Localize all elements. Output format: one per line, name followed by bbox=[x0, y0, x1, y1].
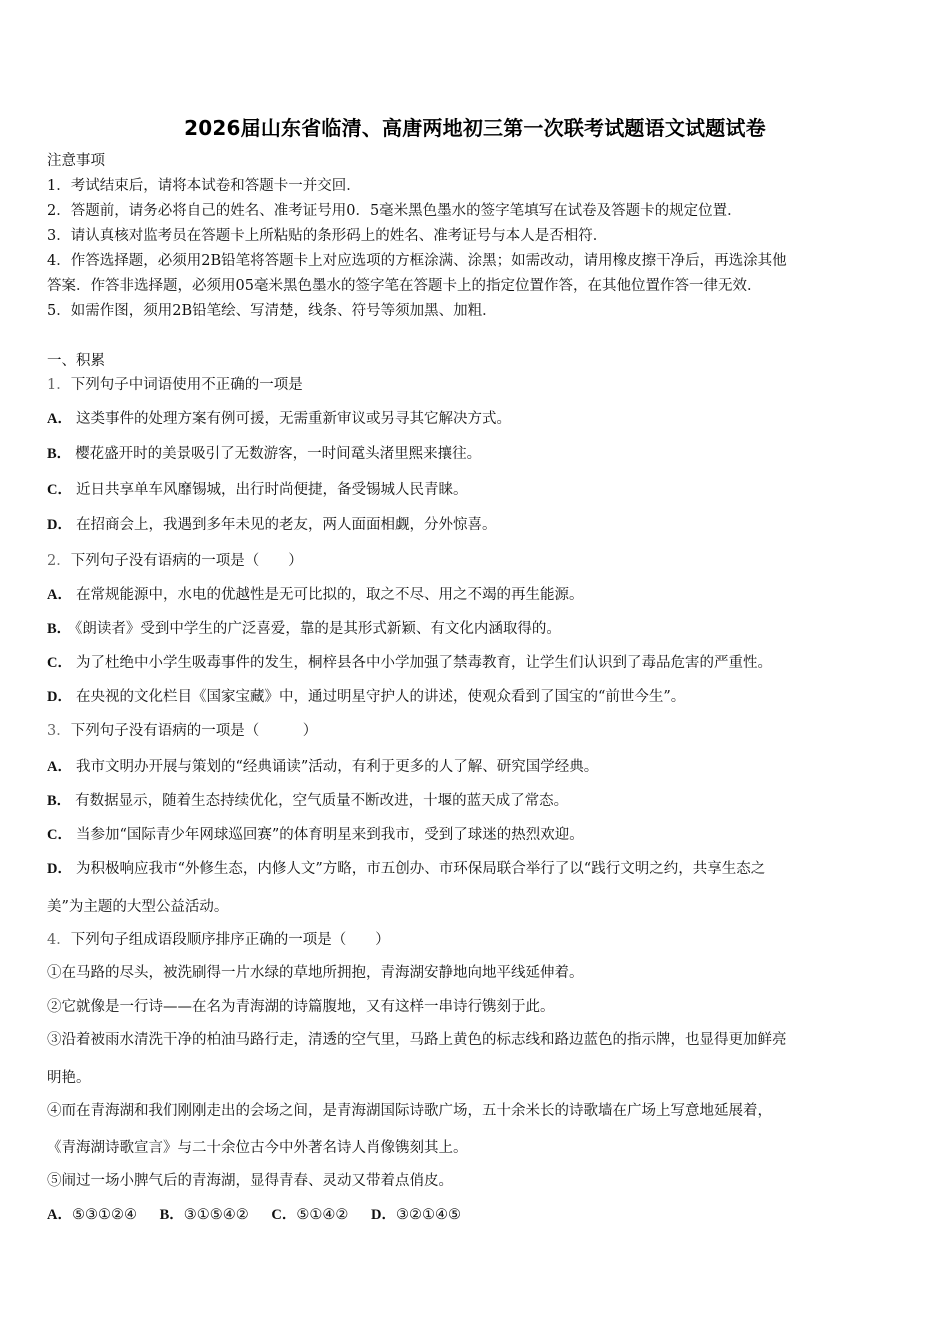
option-label: B． bbox=[47, 446, 72, 462]
question-4-sentence-3: ③沿着被雨水清洗干净的柏油马路行走，清透的空气里，马路上黄色的标志线和路边蓝色的指示牌，也显得更加鲜亮 bbox=[47, 1032, 787, 1048]
question-3-option-c bbox=[47, 825, 584, 845]
option-label: C． bbox=[47, 827, 72, 843]
question-number: 2． bbox=[47, 553, 71, 569]
notice-item-1: 1．考试结束后，请将本试卷和答题卡一并交回． bbox=[47, 178, 361, 194]
question-3-stem bbox=[47, 721, 317, 741]
option-label: C． bbox=[47, 655, 72, 671]
option-text: 有数据显示，随着生态持续优化，空气质量不断改进，十堰的蓝天成了常态。 bbox=[75, 793, 569, 809]
option-label: D． bbox=[47, 517, 72, 533]
option-label: A． bbox=[47, 1207, 72, 1223]
option-text: ⑤①④② bbox=[296, 1207, 349, 1223]
question-1-option-a bbox=[47, 409, 511, 429]
option-text: 这类事件的处理方案有例可援，无需重新审议或另寻其它解决方式。 bbox=[75, 411, 511, 427]
question-2-stem bbox=[47, 551, 303, 571]
question-text: 下列句子没有语病的一项是（ ） bbox=[70, 553, 303, 569]
option-label: B． bbox=[47, 621, 72, 637]
option-label: C． bbox=[271, 1207, 297, 1223]
notice-item-4-continued: 答案．作答非选择题，必须用05毫米黑色墨水的签字笔在答题卡上的指定位置作答，在其他位置作答一律无效． bbox=[47, 278, 762, 294]
question-text: 下列句子组成语段顺序排序正确的一项是（ ） bbox=[70, 932, 390, 948]
option-label: D． bbox=[47, 861, 72, 877]
question-text: 下列句子没有语病的一项是（ ） bbox=[70, 723, 318, 739]
option-text: 在招商会上，我遇到多年未见的老友，两人面面相觑，分外惊喜。 bbox=[75, 517, 497, 533]
answer-option-d bbox=[371, 1207, 461, 1223]
question-1-option-c bbox=[47, 480, 467, 500]
option-label: A． bbox=[47, 411, 72, 427]
option-label: B． bbox=[47, 793, 72, 809]
notice-item-2: 2．答题前，请务必将自己的姓名、准考证号用0．5毫米黑色墨水的签字笔填写在试卷及答题卡的规定位置． bbox=[47, 203, 742, 219]
option-text: 当参加“国际青少年网球巡回赛”的体育明星来到我市，受到了球迷的热烈欢迎。 bbox=[75, 827, 584, 843]
question-4-sentence-2: ②它就像是一行诗——在名为青海湖的诗篇腹地，又有这样一串诗行镌刻于此。 bbox=[47, 999, 555, 1015]
question-number: 4． bbox=[47, 932, 71, 948]
answer-option-a bbox=[47, 1207, 137, 1223]
notice-item-5: 5．如需作图，须用2B铅笔绘、写清楚，线条、符号等须加黑、加粗． bbox=[47, 303, 497, 319]
option-text: 为积极响应我市“外修生态，内修人文”方略，市五创办、市环保局联合举行了以“践行文明之约，共享生态之 bbox=[75, 861, 766, 877]
option-text: 在常规能源中，水电的优越性是无可比拟的，取之不尽、用之不竭的再生能源。 bbox=[75, 587, 584, 603]
question-1-stem bbox=[47, 375, 303, 395]
option-text: 樱花盛开时的美景吸引了无数游客，一时间鼋头渚里熙来攘往。 bbox=[75, 446, 482, 462]
option-label: D． bbox=[47, 689, 72, 705]
option-label: D． bbox=[370, 1207, 396, 1223]
option-text: ⑤③①②④ bbox=[71, 1207, 137, 1223]
question-2-option-a bbox=[47, 585, 583, 605]
question-3-option-d-continued: 美”为主题的大型公益活动。 bbox=[47, 899, 229, 915]
question-2-option-d bbox=[47, 687, 685, 707]
option-text: 《朗读者》受到中学生的广泛喜爱，靠的是其形式新颖、有文化内涵取得的。 bbox=[75, 621, 561, 637]
answer-option-b bbox=[160, 1207, 249, 1223]
option-label: C． bbox=[47, 482, 72, 498]
question-1-option-b bbox=[47, 444, 481, 464]
option-label: A． bbox=[47, 759, 72, 775]
question-number: 1． bbox=[47, 377, 71, 393]
question-4-sentence-1: ①在马路的尽头，被洗刷得一片水绿的草地所拥抱，青海湖安静地向地平线延伸着。 bbox=[47, 965, 584, 981]
question-4-sentence-4: ④而在青海湖和我们刚刚走出的会场之间，是青海湖国际诗歌广场，五十余米长的诗歌墙在广场上写意地延展着， bbox=[47, 1103, 772, 1119]
question-4-sentence-3-continued: 明艳。 bbox=[47, 1070, 91, 1086]
option-text: ③②①④⑤ bbox=[395, 1207, 461, 1223]
option-text: 为了杜绝中小学生吸毒事件的发生，桐梓县各中小学加强了禁毒教育，让学生们认识到了毒品危害的严重性。 bbox=[75, 655, 772, 671]
notice-heading: 注意事项 bbox=[47, 153, 105, 169]
question-number: 3． bbox=[47, 723, 71, 739]
option-label: B． bbox=[159, 1207, 184, 1223]
page-title: 2026届山东省临清、高唐两地初三第一次联考试题语文试题试卷 bbox=[184, 116, 766, 140]
option-text: 在央视的文化栏目《国家宝藏》中，通过明星守护人的讲述，使观众看到了国宝的“前世今生”。 bbox=[75, 689, 686, 705]
option-label: A． bbox=[47, 587, 72, 603]
notice-item-3: 3．请认真核对监考员在答题卡上所粘贴的条形码上的姓名、准考证号与本人是否相符． bbox=[47, 228, 608, 244]
option-text: 近日共享单车风靡锡城，出行时尚便捷，备受锡城人民青睐。 bbox=[75, 482, 468, 498]
question-3-option-b bbox=[47, 791, 568, 811]
question-4-answer-options bbox=[47, 1205, 479, 1225]
question-1-option-d bbox=[47, 515, 496, 535]
answer-option-c bbox=[271, 1207, 348, 1223]
question-text: 下列句子中词语使用不正确的一项是 bbox=[70, 377, 303, 393]
question-2-option-c bbox=[47, 653, 772, 673]
question-4-sentence-4-continued: 《青海湖诗歌宣言》与二十余位古今中外著名诗人肖像镌刻其上。 bbox=[47, 1140, 468, 1156]
question-4-stem bbox=[47, 930, 390, 950]
question-2-option-b bbox=[47, 619, 561, 639]
notice-item-4: 4．作答选择题，必须用2B铅笔将答题卡上对应选项的方框涂满、涂黑；如需改动，请用橡皮擦干净后，再选涂其他 bbox=[47, 253, 787, 269]
question-4-sentence-5: ⑤闹过一场小脾气后的青海湖，显得青春、灵动又带着点俏皮。 bbox=[47, 1173, 453, 1189]
option-text: 我市文明办开展与策划的“经典诵读”活动，有利于更多的人了解、研究国学经典。 bbox=[75, 759, 599, 775]
section-heading: 一、积累 bbox=[47, 353, 105, 369]
option-text: ③①⑤④② bbox=[183, 1207, 249, 1223]
question-3-option-d bbox=[47, 859, 765, 879]
question-3-option-a bbox=[47, 757, 598, 777]
